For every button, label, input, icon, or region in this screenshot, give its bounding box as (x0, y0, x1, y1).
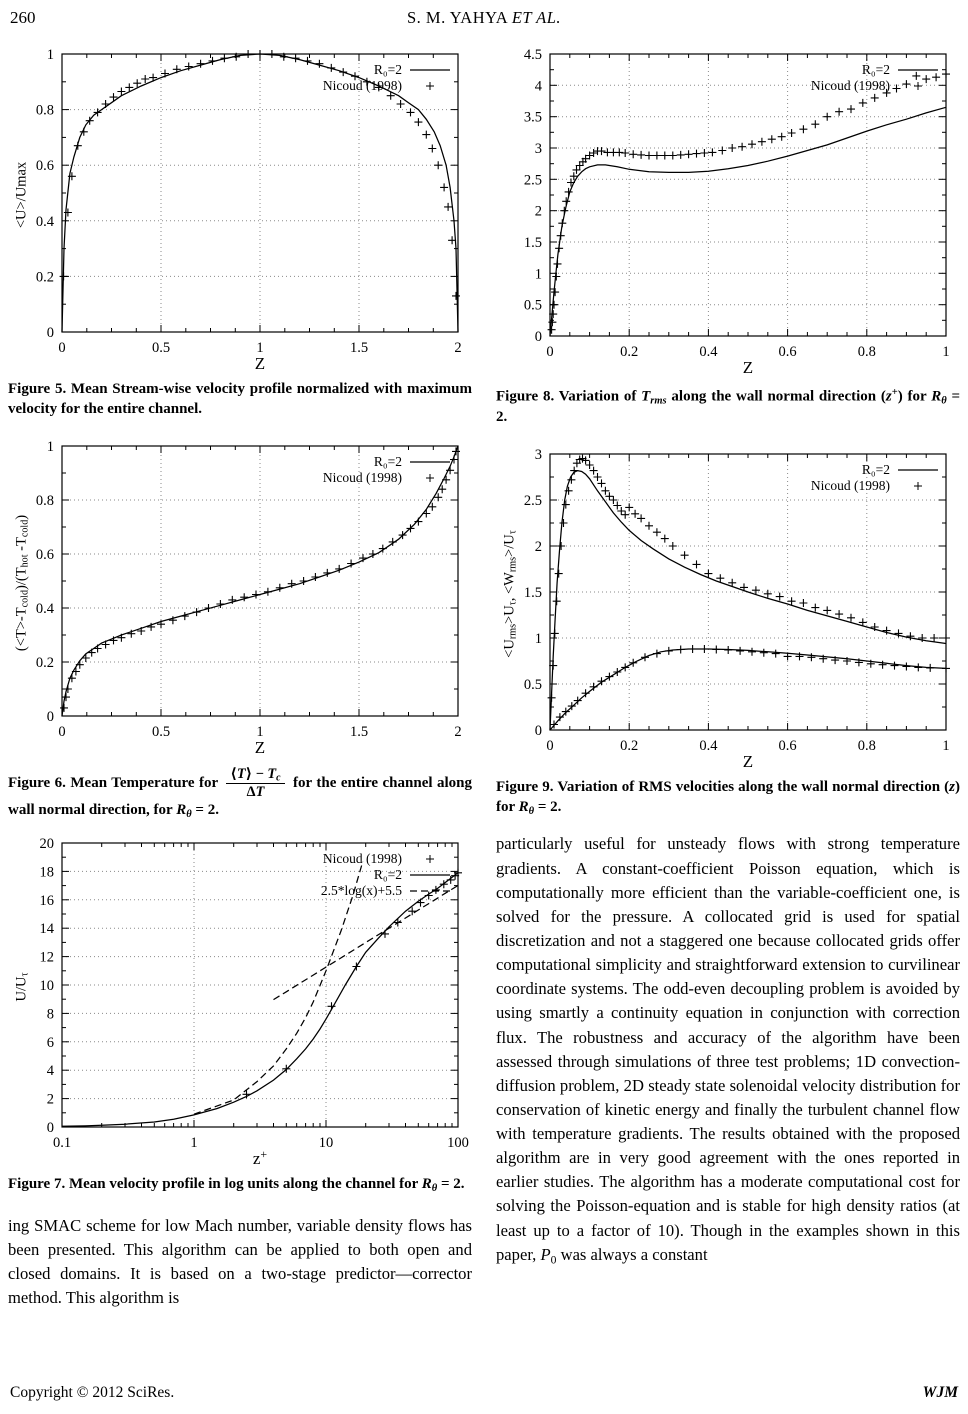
svg-text:4.5: 4.5 (523, 47, 542, 63)
svg-text:0.5: 0.5 (151, 723, 171, 740)
svg-text:R₀=2: R₀=2 (373, 453, 402, 469)
figure-8-chart (496, 42, 960, 378)
figure-5-y-axis-label: <U>/Umax (13, 161, 30, 228)
figure-9-caption: Figure 9. Variation of RMS velocities along the wall normal direction (z) for Rθ = 2. (496, 778, 960, 817)
svg-text:0.5: 0.5 (151, 340, 171, 356)
svg-text:2: 2 (454, 340, 462, 356)
page-footer (10, 1384, 958, 1402)
svg-text:1: 1 (534, 630, 542, 647)
svg-text:4: 4 (534, 78, 542, 95)
figure-6-chart (8, 434, 472, 758)
figure-8 (496, 42, 960, 428)
svg-text:0: 0 (46, 1120, 54, 1137)
svg-text:R₀=2: R₀=2 (861, 62, 890, 77)
svg-text:0.5: 0.5 (523, 676, 542, 693)
svg-text:2.5*log(x)+5.5: 2.5*log(x)+5.5 (320, 883, 402, 899)
svg-text:0.2: 0.2 (620, 344, 639, 360)
svg-text:R₀=2: R₀=2 (861, 461, 890, 477)
figure-7-x-axis-label: z+ (252, 1147, 268, 1169)
right-column-paragraph: particularly useful for unsteady flows with strong temperature gradients. A constant-coefficient Poisson equation, which is computationally more efficient than the variable-coefficient one, is solved for the pressure. A collocated grid is used for spatial discretization and not a staggered one because collocated grids offer computational simplicity and straightforward extension to curvilinear coordinate systems. The odd-even decoupling problem is avoided by using smartly a continuity equation in conjunction with correction flux. The robustness and accuracy of the algorithm have been assessed through simulations of three test problems; 1D convection-diffusion problem, 2D steady state solenoidal velocity distribution for conservation of kinetic energy and finally the turbulent channel flow with temperature gradients. The results obtained with the proposed algorithm are in very good agreement with the ones reported in earlier studies. The algorithm has a moderate computational cost for solving the Poisson-equation and is stable for high density ratios (at least up to a factor of 10). Though in the examples shown in this paper, $P_0$ was always a constant (496, 834, 960, 1267)
figure-9-chart (496, 442, 960, 772)
figure-8-caption: Figure 8. Variation of Trms along the wall normal direction (z+) for Rθ = 2. (496, 387, 960, 426)
svg-text:0: 0 (46, 325, 54, 341)
svg-text:0: 0 (546, 344, 554, 360)
svg-text:3.5: 3.5 (523, 109, 542, 126)
journal-abbreviation: WJM (922, 1384, 958, 1401)
svg-text:20: 20 (39, 836, 54, 853)
figure-7-chart-area (8, 831, 472, 1169)
svg-text:1.5: 1.5 (349, 340, 369, 356)
figure-7-caption: Figure 7. Mean velocity profile in log units along the channel for Rθ = 2. (8, 1176, 465, 1195)
left-column (8, 42, 472, 1311)
svg-text:Nicoud (1998): Nicoud (1998) (810, 477, 890, 493)
figure-5-chart (8, 42, 472, 374)
figure-8-x-axis-label: Z (742, 358, 754, 377)
svg-text:0: 0 (534, 722, 542, 739)
svg-text:0: 0 (534, 329, 542, 345)
figure-5-x-axis-label: Z (254, 354, 266, 373)
figure-6 (8, 434, 472, 822)
svg-text:1.5: 1.5 (523, 235, 542, 251)
figure-5-chart-area (8, 42, 472, 374)
svg-text:1: 1 (942, 737, 950, 754)
page-number: 260 (10, 8, 36, 27)
svg-text:2.5: 2.5 (523, 172, 542, 189)
svg-text:18: 18 (39, 864, 54, 881)
svg-text:R₀=2: R₀=2 (373, 867, 402, 883)
svg-text:0.8: 0.8 (857, 737, 876, 754)
page-header (10, 8, 958, 34)
svg-text:14: 14 (39, 921, 54, 938)
svg-text:6: 6 (46, 1035, 54, 1052)
svg-text:0.6: 0.6 (35, 546, 54, 563)
figure-9-x-axis-label: Z (742, 751, 754, 771)
svg-text:2: 2 (534, 203, 542, 220)
svg-text:0.5: 0.5 (523, 297, 542, 314)
svg-text:0: 0 (58, 723, 66, 740)
figure-7 (8, 831, 472, 1196)
right-column (496, 42, 960, 1311)
svg-text:100: 100 (447, 1135, 469, 1152)
svg-text:0.2: 0.2 (35, 269, 54, 286)
svg-text:10: 10 (39, 978, 54, 995)
svg-text:0.2: 0.2 (35, 654, 54, 671)
svg-text:Nicoud (1998): Nicoud (1998) (810, 78, 890, 93)
svg-text:4: 4 (46, 1063, 54, 1080)
figure-6-y-axis-label: (<T>-Tcold)/(Thot -Tcold) (13, 514, 31, 651)
svg-text:Nicoud (1998): Nicoud (1998) (322, 78, 402, 93)
svg-text:0: 0 (546, 737, 554, 754)
svg-text:8: 8 (46, 1006, 54, 1023)
svg-text:1: 1 (190, 1135, 198, 1152)
svg-text:0: 0 (46, 708, 54, 725)
left-column-paragraph: ing SMAC scheme for low Mach number, variable density flows has been presented. This algorithm can be applied to both open and closed domains. It is based on a two-stage predictor—corrector method. This algorithm is (8, 1215, 472, 1308)
svg-text:10: 10 (318, 1135, 334, 1152)
svg-text:2: 2 (454, 723, 462, 740)
svg-text:0.8: 0.8 (35, 492, 54, 509)
svg-text:0.4: 0.4 (699, 344, 718, 360)
svg-text:0.6: 0.6 (778, 344, 797, 360)
svg-text:2.5: 2.5 (523, 492, 542, 509)
svg-text:R₀=2: R₀=2 (373, 62, 402, 77)
svg-text:3: 3 (534, 446, 542, 463)
figure-8-chart-area (496, 42, 960, 378)
svg-text:0.2: 0.2 (620, 737, 639, 754)
figure-9-y-axis-label: <Urms>Uτ, <Wrms>/Uτ (501, 529, 519, 658)
figure-7-y-axis-label: U/Uτ (13, 972, 31, 1002)
svg-text:1.5: 1.5 (349, 723, 369, 740)
svg-text:2: 2 (46, 1091, 54, 1108)
svg-text:3: 3 (534, 141, 542, 157)
svg-text:Nicoud (1998): Nicoud (1998) (322, 469, 402, 485)
figure-6-caption: Figure 6. Mean Temperature for $\frac{⟨T⟩ - Tc}{\Delta T}$ for the entire channel along wall normal direction, for Rθ = 2. (8, 765, 473, 820)
figure-7-chart (8, 831, 472, 1169)
svg-text:0.4: 0.4 (35, 213, 54, 230)
figure-9 (496, 442, 960, 818)
svg-text:1.5: 1.5 (523, 584, 542, 601)
figure-5-caption: Figure 5. Mean Stream-wise velocity profile normalized with maximum velocity for the entire channel. (8, 381, 472, 417)
figure-9-chart-area (496, 442, 960, 772)
svg-text:16: 16 (39, 893, 54, 910)
svg-text:1: 1 (46, 438, 54, 455)
svg-text:0.8: 0.8 (35, 102, 54, 119)
figure-5 (8, 42, 472, 420)
svg-text:0.6: 0.6 (35, 158, 54, 175)
svg-text:1: 1 (256, 340, 264, 356)
svg-text:0.4: 0.4 (699, 737, 718, 754)
running-head: S. M. YAHYA ET AL. (406, 8, 562, 27)
svg-text:0.4: 0.4 (35, 600, 54, 617)
svg-text:2: 2 (534, 538, 542, 555)
figure-6-chart-area (8, 434, 472, 758)
svg-text:1: 1 (534, 266, 542, 283)
figure-6-x-axis-label: Z (254, 737, 266, 757)
svg-text:0: 0 (58, 340, 66, 356)
svg-text:1: 1 (942, 344, 950, 360)
two-column-layout (8, 42, 960, 1311)
svg-text:1: 1 (256, 723, 264, 740)
svg-text:1: 1 (46, 47, 54, 63)
svg-text:0.8: 0.8 (857, 344, 876, 360)
svg-text:0.1: 0.1 (52, 1135, 72, 1152)
svg-text:Nicoud (1998): Nicoud (1998) (322, 851, 402, 867)
svg-text:0.6: 0.6 (778, 737, 797, 754)
svg-text:12: 12 (39, 949, 54, 966)
copyright-text: Copyright © 2012 SciRes. (10, 1384, 175, 1401)
